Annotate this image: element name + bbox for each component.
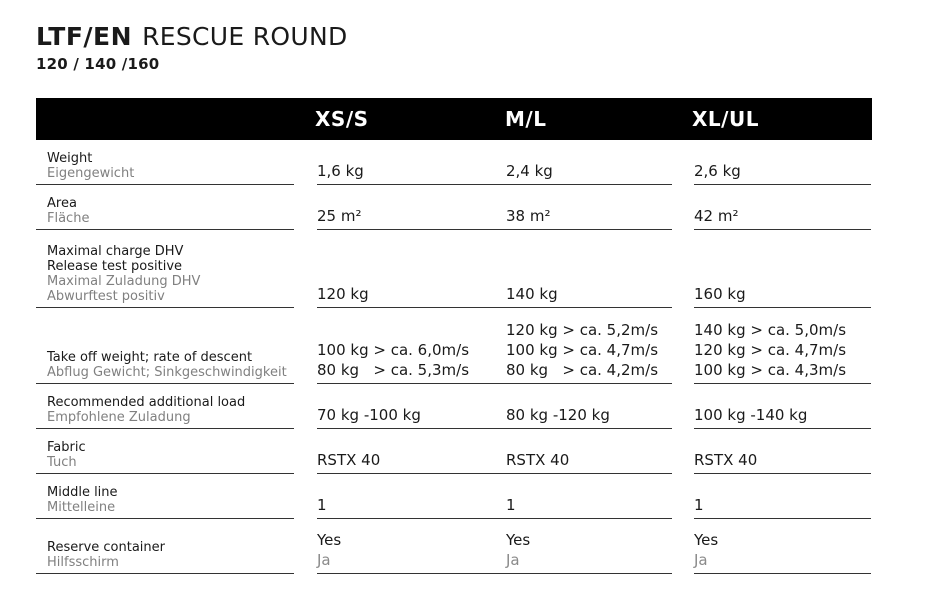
- value-cell: [317, 405, 421, 429]
- table-row-max-charge: [0, 232, 930, 308]
- value-text: Yes: [506, 531, 531, 549]
- value-text: 2,4 kg: [506, 162, 553, 180]
- label-english: Release test positive: [47, 259, 183, 274]
- label-english: Recommended additional load: [47, 395, 246, 410]
- label-english: Area: [47, 196, 77, 211]
- label-german: Empfohlene Zuladung: [47, 410, 191, 425]
- value-cell: [694, 284, 746, 308]
- value-cell: [694, 320, 846, 384]
- value-text: 38 m²: [506, 207, 551, 225]
- value-text: RSTX 40: [506, 451, 570, 469]
- value-cell: [506, 405, 610, 429]
- row-divider: [694, 573, 871, 574]
- table-row-middle-line: [0, 476, 930, 519]
- label-english: Reserve container: [47, 540, 165, 555]
- row-label: [47, 244, 200, 308]
- value-cell: [317, 530, 341, 574]
- brand-name: LTF/EN: [36, 22, 133, 51]
- row-divider: [506, 229, 671, 230]
- value-cell: [694, 450, 757, 474]
- row-divider: [36, 428, 294, 429]
- row-divider: [694, 428, 871, 429]
- value-text: 42 m²: [694, 207, 739, 225]
- row-label: [47, 485, 118, 519]
- row-divider: [36, 518, 294, 519]
- label-english: Take off weight; rate of descent: [47, 350, 253, 365]
- value-text: 70 kg -100 kg: [317, 406, 421, 424]
- value-text: 120 kg > ca. 4,7m/s: [694, 341, 847, 359]
- label-german: Fläche: [47, 211, 90, 226]
- label-german: Abflug Gewicht; Sinkgeschwindigkeit: [47, 365, 287, 380]
- column-header-xs-s: XS/S: [315, 107, 369, 131]
- value-text: 1: [694, 496, 704, 514]
- row-divider: [506, 573, 671, 574]
- value-cell: [506, 450, 569, 474]
- value-cell: [317, 161, 364, 185]
- label-english: Weight: [47, 151, 93, 166]
- row-divider: [36, 229, 294, 230]
- value-text: 120 kg: [317, 285, 369, 303]
- row-label: [47, 350, 287, 384]
- value-cell: [694, 495, 704, 519]
- value-text: RSTX 40: [694, 451, 758, 469]
- value-text: 2,6 kg: [694, 162, 741, 180]
- value-text: 1: [317, 496, 327, 514]
- row-label: [47, 151, 134, 185]
- row-divider: [694, 473, 871, 474]
- value-cell: [317, 450, 380, 474]
- row-divider: [506, 518, 671, 519]
- value-cell: [317, 206, 361, 230]
- value-text: 140 kg > ca. 5,0m/s: [694, 321, 847, 339]
- row-label: [47, 540, 165, 574]
- table-row-weight: [0, 142, 930, 185]
- row-divider: [506, 473, 671, 474]
- value-cell: [506, 530, 530, 574]
- value-cell: [506, 284, 558, 308]
- value-cell: [317, 284, 369, 308]
- value-cell: [694, 206, 738, 230]
- value-text: Ja: [694, 551, 708, 569]
- value-cell: [506, 495, 516, 519]
- value-cell: [694, 161, 741, 185]
- row-divider: [36, 383, 294, 384]
- table-header: [36, 98, 872, 140]
- label-german: Abwurftest positiv: [47, 289, 165, 304]
- value-cell: [506, 320, 658, 384]
- row-divider: [694, 518, 871, 519]
- row-divider: [506, 184, 671, 185]
- label-german: Mittelleine: [47, 500, 116, 515]
- value-cell: [317, 340, 469, 384]
- row-label: [47, 196, 89, 230]
- value-text: 100 kg > ca. 6,0m/s: [317, 341, 470, 359]
- label-german: Maximal Zuladung DHV: [47, 274, 201, 289]
- row-divider: [36, 307, 294, 308]
- label-german: Eigengewicht: [47, 166, 135, 181]
- value-text: 100 kg > ca. 4,3m/s: [694, 361, 847, 379]
- row-divider: [36, 184, 294, 185]
- value-text: Ja: [317, 551, 331, 569]
- row-divider: [506, 307, 671, 308]
- value-cell: [506, 206, 550, 230]
- page-title: [36, 22, 348, 52]
- value-text: 100 kg > ca. 4,7m/s: [506, 341, 659, 359]
- value-text: 1,6 kg: [317, 162, 364, 180]
- title-block: [36, 22, 348, 73]
- table-row-recommended-load: [0, 386, 930, 429]
- value-text: 100 kg -140 kg: [694, 406, 808, 424]
- row-divider: [506, 383, 671, 384]
- row-divider: [36, 473, 294, 474]
- label-german: Hilfsschirm: [47, 555, 119, 570]
- value-text: 80 kg > ca. 5,3m/s: [317, 361, 470, 379]
- label-english: Middle line: [47, 485, 118, 500]
- row-divider: [506, 428, 671, 429]
- value-cell: [317, 495, 327, 519]
- value-text: 160 kg: [694, 285, 746, 303]
- row-label: [47, 395, 245, 429]
- value-text: RSTX 40: [317, 451, 381, 469]
- value-text: Yes: [317, 531, 342, 549]
- value-text: 1: [506, 496, 516, 514]
- table-row-reserve-container: [0, 521, 930, 574]
- label-english: Maximal charge DHV: [47, 244, 184, 259]
- size-list: 120 / 140 /160: [36, 55, 160, 73]
- label-german: Tuch: [47, 455, 77, 470]
- row-divider: [36, 573, 294, 574]
- table-row-area: [0, 187, 930, 230]
- value-text: 140 kg: [506, 285, 558, 303]
- value-text: 80 kg -120 kg: [506, 406, 610, 424]
- product-name: RESCUE ROUND: [142, 22, 348, 51]
- value-text: 25 m²: [317, 207, 362, 225]
- value-cell: [694, 530, 718, 574]
- value-text: Ja: [506, 551, 520, 569]
- row-label: [47, 440, 86, 474]
- table-row-fabric: [0, 431, 930, 474]
- value-cell: [506, 161, 553, 185]
- label-english: Fabric: [47, 440, 86, 455]
- column-header-m-l: M/L: [505, 107, 547, 131]
- value-text: 80 kg > ca. 4,2m/s: [506, 361, 659, 379]
- row-divider: [694, 383, 871, 384]
- row-divider: [694, 307, 871, 308]
- row-divider: [694, 184, 871, 185]
- row-divider: [694, 229, 871, 230]
- value-cell: [694, 405, 807, 429]
- table-row-take-off-weight: [0, 310, 930, 384]
- value-text: 120 kg > ca. 5,2m/s: [506, 321, 659, 339]
- value-text: Yes: [694, 531, 719, 549]
- column-header-xl-ul: XL/UL: [692, 107, 759, 131]
